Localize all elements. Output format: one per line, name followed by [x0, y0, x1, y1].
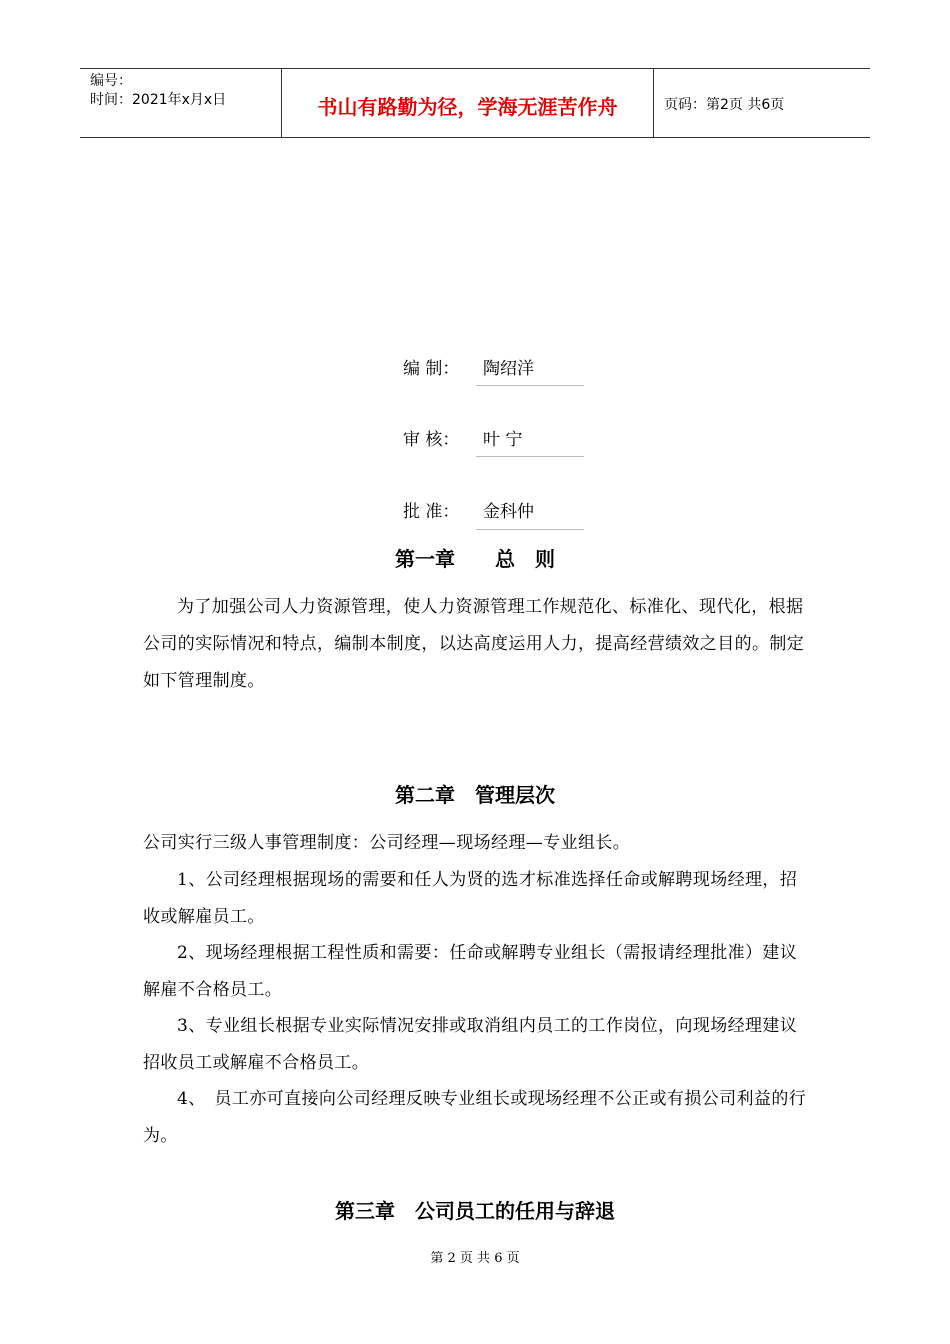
- signature-label: 编 制：: [403, 359, 460, 379]
- chapter-2-item-2: 2、现场经理根据工程性质和需要：任命或解聘专业组长（需报请经理批准）建议解雇不合格员工。: [143, 943, 798, 1000]
- chapter-2-item-3: 3、专业组长根据专业实际情况安排或取消组内员工的工作岗位，向现场经理建议招收员工或解雇不合格员工。: [143, 1016, 798, 1073]
- document-header: [80, 68, 870, 138]
- chapter-2-title: 第二章 管理层次: [395, 783, 555, 807]
- chapter-2-item-4: 4、 员工亦可直接向公司经理反映专业组长或现场经理不公正或有损公司利益的行为。: [143, 1089, 807, 1146]
- chapter-2-item-1: 1、公司经理根据现场的需要和任人为贤的选才标准选择任命或解聘现场经理，招收或解雇员工。: [143, 870, 798, 927]
- signature-value: 陶绍洋: [483, 359, 534, 379]
- chapter-1-paragraph: 为了加强公司人力资源管理，使人力资源管理工作规范化、标准化、现代化，根据公司的实际情况和特点，编制本制度，以达高度运用人力，提高经营绩效之目的。制定如下管理制度。: [143, 597, 805, 691]
- chapter-2-intro: 公司实行三级人事管理制度：公司经理—现场经理—专业组长。: [143, 833, 631, 853]
- header-meta: [80, 69, 282, 137]
- signature-value: 金科仲: [483, 502, 534, 522]
- signature-label: 批 准：: [403, 502, 460, 522]
- page-footer: 第 2 页 共 6 页: [430, 1251, 520, 1266]
- document-number-label: 编号：: [90, 73, 132, 89]
- chapter-3-title: 第三章 公司员工的任用与辞退: [335, 1199, 615, 1223]
- signature-underline: [476, 529, 584, 530]
- header-page-code: 页码：第2页 共6页: [664, 97, 785, 113]
- signature-underline: [476, 456, 584, 457]
- signature-value: 叶 宁: [483, 430, 523, 450]
- document-time-label: 时间：2021年x月x日: [90, 92, 227, 108]
- chapter-1-title: 第一章 总 则: [395, 547, 555, 571]
- header-motto: 书山有路勤为径，学海无涯苦作舟: [282, 69, 654, 137]
- signature-label: 审 核：: [403, 430, 460, 450]
- signature-underline: [476, 385, 584, 386]
